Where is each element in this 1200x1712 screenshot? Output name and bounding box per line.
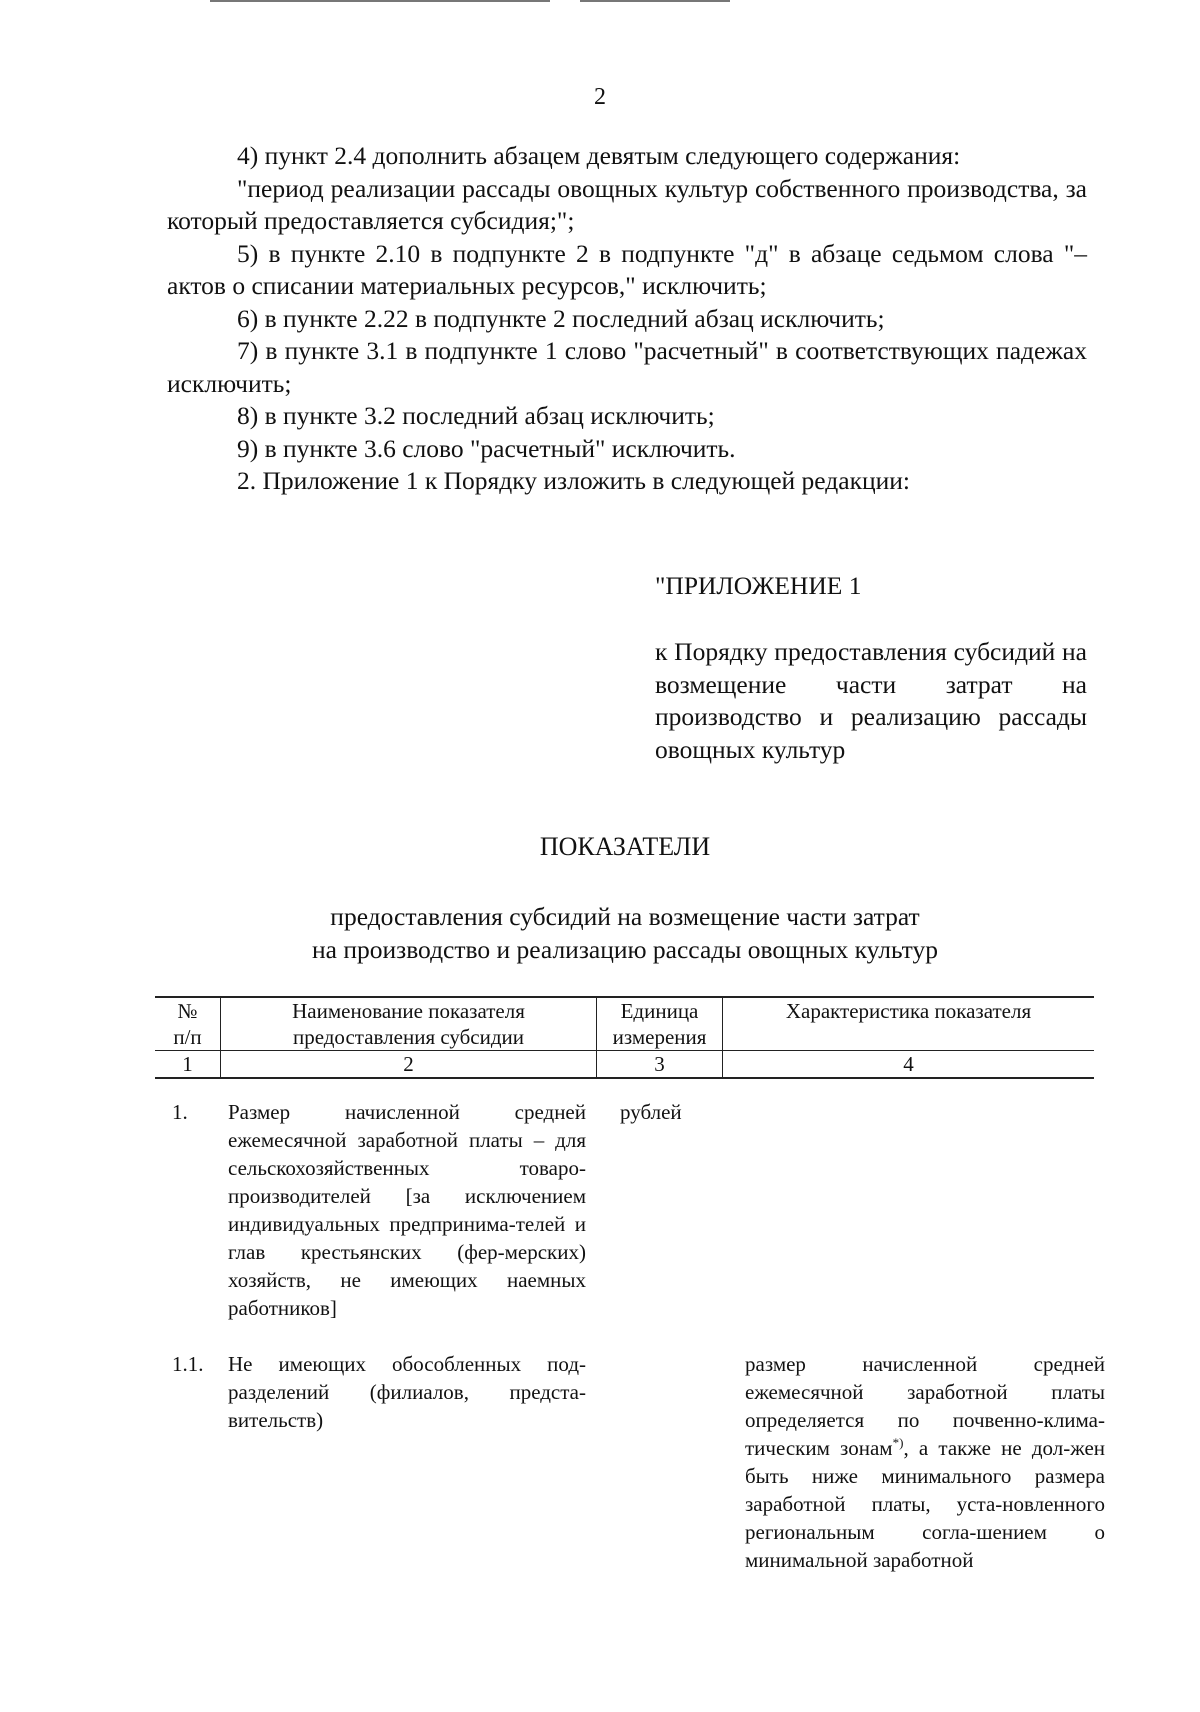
row-name: Не имеющих обособленных под-разделений (филиалов, предста-вительств): [228, 1352, 586, 1432]
column-number: 2: [221, 1051, 597, 1079]
indicators-table-header: [155, 996, 1094, 1079]
header-cell-description: Характеристика показателя: [723, 997, 1095, 1051]
amendment-list: [167, 140, 1087, 498]
paragraph: 9) в пункте 3.6 слово "расчетный" исключить.: [237, 433, 736, 463]
appendix-title: "ПРИЛОЖЕНИЕ 1: [655, 571, 862, 600]
row-name: Размер начисленной средней ежемесячной заработной платы – для сельскохозяйственных товаро-производителей [за исключением индивидуальных предпринима-телей и глав крестьянских (фер-мерских) хозяйств, не имеющих наемных работников]: [228, 1100, 586, 1320]
column-number: 3: [597, 1051, 723, 1079]
row-unit: рублей: [620, 1100, 682, 1124]
column-number: 1: [155, 1051, 221, 1079]
paragraph: "период реализации рассады овощных культур собственного производства, за который предоставляется субсидия;";: [167, 173, 1087, 235]
row-description: размер начисленной средней ежемесячной заработной платы определяется по почвенно-клима-тическим зонам*), а также не дол-жен быть ниже минимального размера заработной платы, уста-новленного региональным согла-шением о минимальной заработной: [745, 1352, 1105, 1572]
doc-subtitle: [0, 900, 1200, 966]
page-number: 2: [594, 84, 606, 110]
paragraph: 5) в пункте 2.10 в подпункте 2 в подпункте "д" в абзаце седьмом слова "– актов о списании материальных ресурсов," исключить;: [167, 238, 1087, 300]
paragraph: 7) в пункте 3.1 в подпункте 1 слово "расчетный" в соответствующих падежах исключить;: [167, 336, 1087, 398]
footnote-marker: *): [892, 1435, 904, 1450]
paragraph: 8) в пункте 3.2 последний абзац исключить;: [237, 401, 715, 430]
column-number: 4: [723, 1051, 1095, 1079]
paragraph: 4) пункт 2.4 дополнить абзацем девятым следующего содержания:: [237, 141, 961, 170]
row-number: 1.: [172, 1100, 188, 1124]
header-cell-number: № п/п: [155, 997, 221, 1051]
scan-artifact-line: [580, 0, 730, 2]
scan-artifact-line: [210, 0, 550, 2]
doc-subtitle-line: предоставления субсидий на возмещение части затрат: [330, 902, 920, 931]
paragraph: 2. Приложение 1 к Порядку изложить в следующей редакции:: [237, 466, 910, 495]
doc-title: ПОКАЗАТЕЛИ: [539, 832, 711, 861]
header-cell-name: Наименование показателя предоставления субсидии: [221, 997, 597, 1051]
header-cell-unit: Единица измерения: [597, 997, 723, 1051]
appendix-subtitle: к Порядку предоставления субсидий на возмещение части затрат на производство и реализацию рассады овощных культур: [655, 637, 1087, 764]
doc-subtitle-line: на производство и реализацию рассады овощных культур: [311, 935, 938, 964]
row-number: 1.1.: [172, 1352, 204, 1376]
paragraph: 6) в пункте 2.22 в подпункте 2 последний абзац исключить;: [237, 303, 885, 333]
